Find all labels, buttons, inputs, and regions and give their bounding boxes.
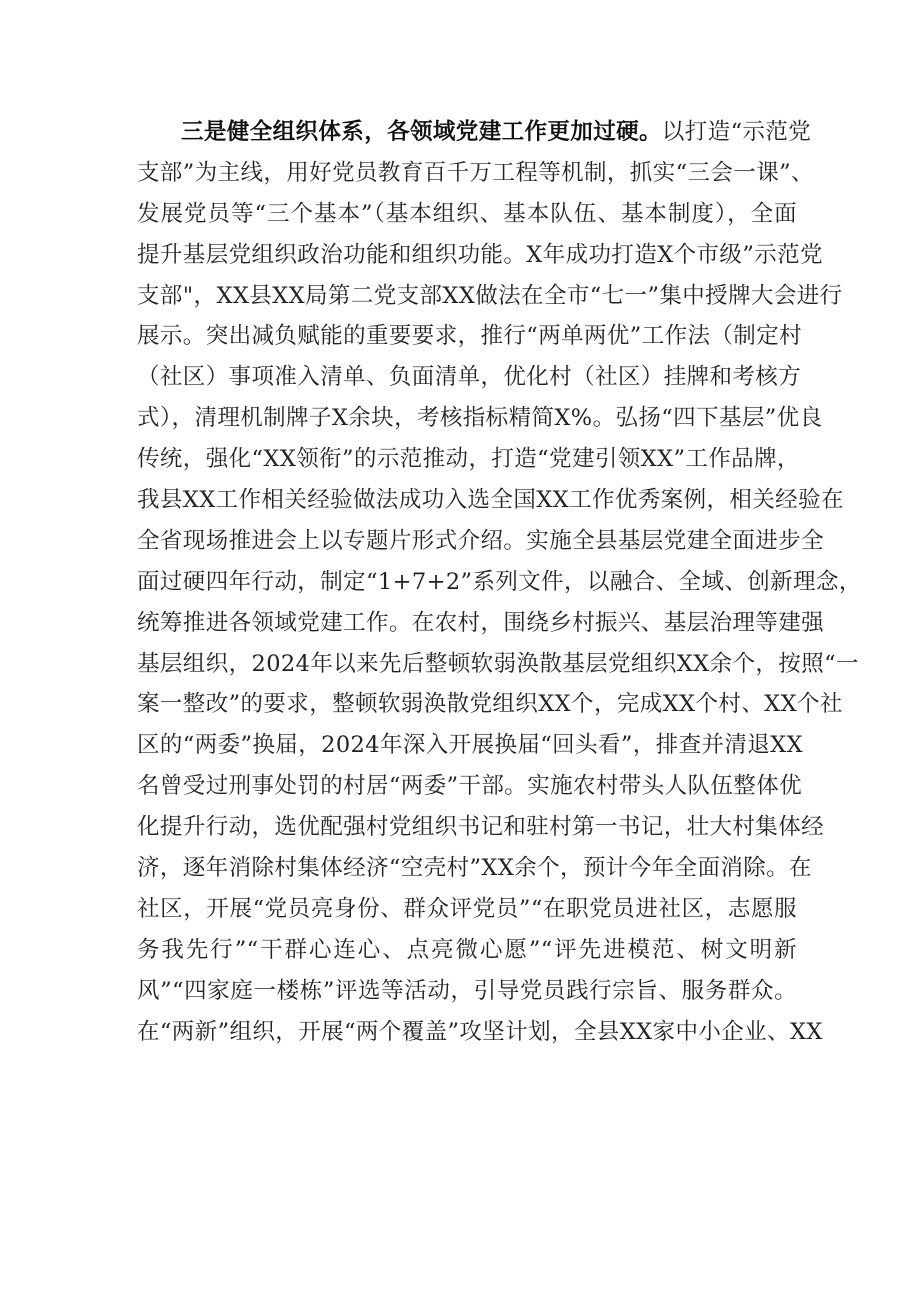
text-line: 展示。突出减负赋能的重要要求，推行“两单两优”工作法（制定村	[137, 323, 803, 350]
text-line: 我县XX工作相关经验做法成功入选全国XX工作优秀案例，相关经验在	[137, 487, 844, 514]
text-line: 统筹推进各领域党建工作。在农村，围绕乡村振兴、基层治理等建强	[137, 609, 825, 636]
text-line: 在“两新”组织，开展“两个覆盖”攻坚计划，全县XX家中小企业、XX	[137, 1018, 823, 1045]
text-line: 支部"，XX县XX局第二党支部XX做法在全市“七一”集中授牌大会进行	[137, 282, 843, 309]
text-line: 名曾受过刑事处罚的村居“两委”干部。实施农村带头人队伍整体优	[137, 773, 803, 800]
text-line: 全省现场推进会上以专题片形式介绍。实施全县基层党建全面进步全	[137, 527, 825, 554]
body-paragraph	[137, 112, 862, 1052]
text-line: 案一整改”的要求，整顿软弱涣散党组织XX个，完成XX个村、XX个社	[137, 691, 843, 718]
text-line: （社区）事项准入清单、负面清单，优化村（社区）挂牌和考核方	[137, 364, 802, 391]
text-line: 式），清理机制牌子X余块，考核指标精简X%。弘扬“四下基层”优良	[137, 405, 823, 432]
text-line: 务我先行”“干群心连心、点亮微心愿”“评先进模范、树文明新	[137, 936, 797, 963]
text-line: 提升基层党组织政治功能和组织功能。X年成功打造X个市级”示范党	[137, 241, 823, 268]
text-line: 发展党员等“三个基本”（基本组织、基本队伍、基本制度），全面	[137, 200, 797, 227]
text-line: 风”“四家庭一楼栋”评选等活动，引导党员践行宗旨、服务群众。	[137, 977, 797, 1004]
paragraph-lead-heading: 三是健全组织体系，各领域党建工作更加过硬。	[181, 119, 662, 145]
text-line: 化提升行动，选优配强村党组织书记和驻村第一书记，壮大村集体经	[137, 814, 825, 841]
text-line: 社区，开展“党员亮身份、群众评党员”“在职党员进社区，志愿服	[137, 895, 797, 922]
paragraph-first-line	[137, 112, 812, 153]
text-line: 支部”为主线，用好党员教育百千万工程等机制，抓实“三会一课”、	[137, 159, 814, 186]
text-line: 面过硬四年行动，制定“1+7+2”系列文件，以融合、全域、创新理念，	[137, 568, 862, 595]
text-line: 基层组织，2024年以来先后整顿软弱涣散基层党组织XX余个，按照“一	[137, 650, 859, 677]
text-line: 区的“两委”换届，2024年深入开展换届“回头看”，排查并清退XX	[137, 732, 804, 759]
first-line-text: 以打造“示范党	[661, 119, 812, 145]
text-line: 济，逐年消除村集体经济“空壳村”XX余个，预计今年全面消除。在	[137, 855, 812, 882]
text-line: 传统，强化“XX领衔”的示范推动，打造“党建引领XX”工作品牌，	[137, 446, 800, 473]
